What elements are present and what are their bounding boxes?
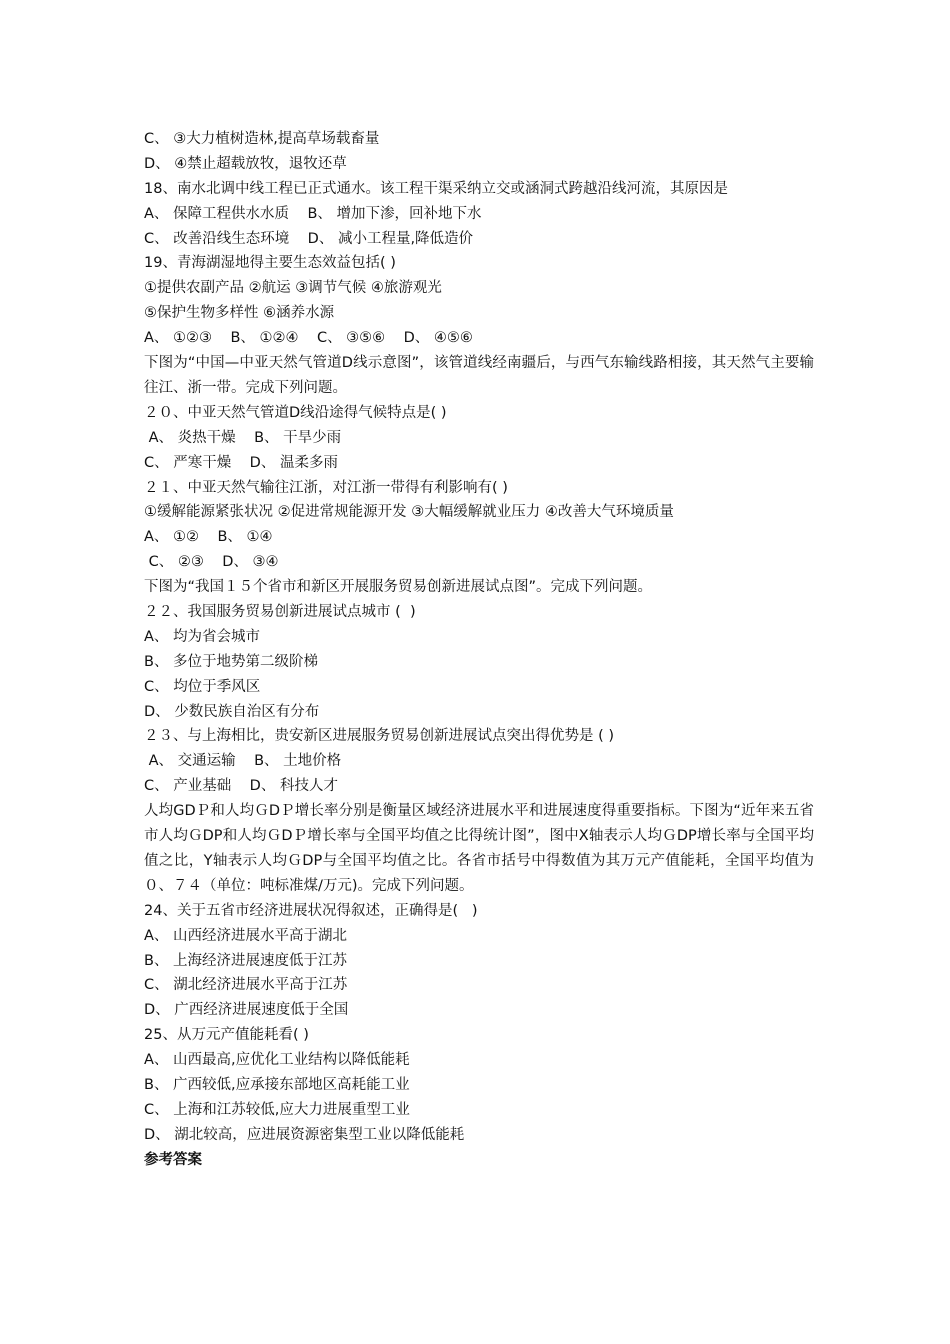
option-24b: B、 上海经济进展速度低于江苏 bbox=[144, 952, 348, 969]
options-20-ab: A、 炎热干燥 B、 干旱少雨 bbox=[144, 429, 342, 446]
question-25: 25、从万元产值能耗看( ) bbox=[144, 1027, 309, 1044]
question-22: ２２、我国服务贸易创新进展试点城市 ( ) bbox=[144, 603, 416, 620]
option-24d: D、 广西经济进展速度低于全国 bbox=[144, 1002, 349, 1019]
option-25b: B、 广西较低,应承接东部地区高耗能工业 bbox=[144, 1076, 410, 1093]
option-25a: A、 山西最高,应优化工业结构以降低能耗 bbox=[144, 1052, 410, 1069]
option-22a: A、 均为省会城市 bbox=[144, 628, 261, 645]
items-21: ①缓解能源紧张状况 ②促进常规能源开发 ③大幅缓解就业压力 ④改善大气环境质量 bbox=[144, 504, 674, 521]
option-24c: C、 湖北经济进展水平高于江苏 bbox=[144, 977, 348, 994]
options-23-cd: C、 产业基础 D、 科技人才 bbox=[144, 778, 338, 795]
option-24a: A、 山西经济进展水平高于湖北 bbox=[144, 927, 348, 944]
passage-20-21: 下图为“中国—中亚天然气管道D线示意图”，该管道线经南疆后，与西气东输线路相接，其天然气主要输往江、浙一带。完成下列问题。 bbox=[144, 355, 814, 396]
question-20: ２０、中亚天然气管道D线沿途得气候特点是( ) bbox=[144, 404, 447, 421]
document-body bbox=[144, 127, 814, 1173]
option-22b: B、 多位于地势第二级阶梯 bbox=[144, 653, 319, 670]
question-24: 24、关于五省市经济进展状况得叙述，正确得是( ) bbox=[144, 902, 478, 919]
option-22d: D、 少数民族自治区有分布 bbox=[144, 703, 320, 720]
options-18-ab: A、 保障工程供水水质 B、 增加下渗，回补地下水 bbox=[144, 205, 482, 222]
answer-key-heading: 参考答案 bbox=[144, 1151, 202, 1168]
question-19: 19、青海湖湿地得主要生态效益包括( ) bbox=[144, 255, 396, 272]
items-19-a: ①提供农副产品 ②航运 ③调节气候 ④旅游观光 bbox=[144, 280, 442, 297]
question-21: ２１、中亚天然气输往江浙，对江浙一带得有利影响有( ) bbox=[144, 479, 508, 496]
option-17d: D、 ④禁止超载放牧，退牧还草 bbox=[144, 155, 347, 172]
option-25c: C、 上海和江苏较低,应大力进展重型工业 bbox=[144, 1101, 410, 1118]
question-18: 18、南水北调中线工程已正式通水。该工程干渠采纳立交或涵洞式跨越沿线河流，其原因是 bbox=[144, 180, 728, 197]
options-23-ab: A、 交通运输 B、 土地价格 bbox=[144, 753, 342, 770]
options-21-cd: C、 ②③ D、 ③④ bbox=[144, 554, 279, 571]
options-19: A、 ①②③ B、 ①②④ C、 ③⑤⑥ D、 ④⑤⑥ bbox=[144, 330, 473, 347]
passage-24-25: 人均GDＰ和人均ＧDＰ增长率分别是衡量区域经济进展水平和进展速度得重要指标。下图为“近年来五省市人均ＧDP和人均ＧDＰ增长率与全国平均值之比得统计图”，图中X轴表示人均ＧDP增长率与全国平均值之比，Y轴表示人均ＧDP与全国平均值之比。各省市括号中得数值为其万元产值能耗，全国平均值为０、７４（单位：吨标准煤/万元)。完成下列问题。 bbox=[144, 803, 814, 894]
options-21-ab: A、 ①② B、 ①④ bbox=[144, 529, 273, 546]
items-19-b: ⑤保护生物多样性 ⑥涵养水源 bbox=[144, 305, 335, 322]
option-17c: C、 ③大力植树造林,提高草场载畜量 bbox=[144, 131, 380, 147]
question-23: ２３、与上海相比，贵安新区进展服务贸易创新进展试点突出得优势是 ( ) bbox=[144, 728, 615, 745]
options-20-cd: C、 严寒干燥 D、 温柔多雨 bbox=[144, 454, 338, 471]
passage-22-23: 下图为“我国１５个省市和新区开展服务贸易创新进展试点图”。完成下列问题。 bbox=[144, 579, 653, 596]
option-22c: C、 均位于季风区 bbox=[144, 678, 261, 695]
option-25d: D、 湖北较高，应进展资源密集型工业以降低能耗 bbox=[144, 1126, 465, 1143]
options-18-cd: C、 改善沿线生态环境 D、 减小工程量,降低造价 bbox=[144, 230, 474, 247]
